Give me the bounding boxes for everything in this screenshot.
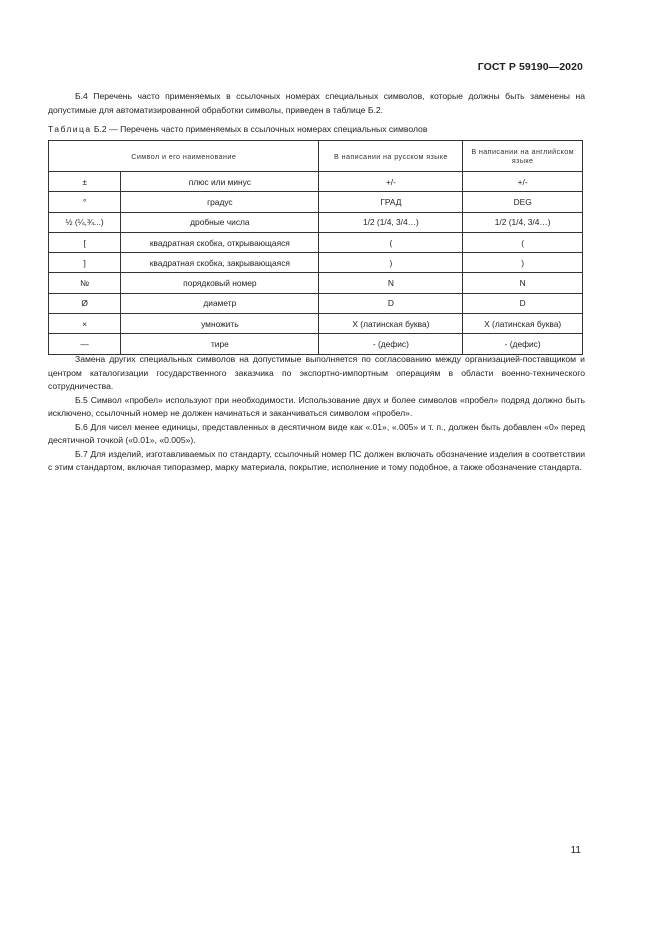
document-header: ГОСТ Р 59190—2020 xyxy=(477,61,583,73)
symbol-cell: × xyxy=(49,314,121,334)
symbol-cell: ½ (¼,¾...) xyxy=(49,212,121,232)
table-caption xyxy=(48,124,427,134)
table-row xyxy=(49,172,583,192)
russian-cell: +/- xyxy=(319,172,463,192)
table-row xyxy=(49,293,583,313)
name-cell: диаметр xyxy=(121,293,319,313)
header-english: В написании на английском языке xyxy=(463,141,583,172)
english-cell: N xyxy=(463,273,583,293)
russian-cell: - (дефис) xyxy=(319,334,463,354)
russian-cell: 1/2 (1/4, 3/4…) xyxy=(319,212,463,232)
symbol-cell: [ xyxy=(49,232,121,252)
header-symbol-and-name: Символ и его наименование xyxy=(49,141,319,172)
symbol-cell: Ø xyxy=(49,293,121,313)
table-caption-label: Таблица xyxy=(48,124,92,134)
table-row xyxy=(49,192,583,212)
english-cell: - (дефис) xyxy=(463,334,583,354)
header-russian: В написании на русском языке xyxy=(319,141,463,172)
intro-paragraph xyxy=(48,90,585,117)
english-cell: ) xyxy=(463,253,583,273)
symbol-cell: — xyxy=(49,334,121,354)
table-header-row xyxy=(49,141,583,172)
symbol-cell: ± xyxy=(49,172,121,192)
russian-cell: ( xyxy=(319,232,463,252)
name-cell: тире xyxy=(121,334,319,354)
body-text xyxy=(48,353,585,475)
english-cell: DEG xyxy=(463,192,583,212)
name-cell: порядковый номер xyxy=(121,273,319,293)
table-row xyxy=(49,273,583,293)
special-symbols-table xyxy=(48,140,583,355)
symbol-cell: № xyxy=(49,273,121,293)
name-cell: квадратная скобка, закрывающаяся xyxy=(121,253,319,273)
table-row xyxy=(49,232,583,252)
russian-cell: N xyxy=(319,273,463,293)
english-cell: +/- xyxy=(463,172,583,192)
english-cell: 1/2 (1/4, 3/4…) xyxy=(463,212,583,232)
name-cell: градус xyxy=(121,192,319,212)
paragraph-b7: Б.7 Для изделий, изготавливаемых по стандарту, ссылочный номер ПС должен включать обозначение изделия в соответствии с этим стандартом, включая типоразмер, марку материала, покрытие, исполнение и тому подобное, а также обозначение стандарта. xyxy=(48,448,585,472)
table-caption-text: Б.2 — Перечень часто применяемых в ссылочных номерах специальных символов xyxy=(91,124,428,134)
symbol-cell: ] xyxy=(49,253,121,273)
english-cell: ( xyxy=(463,232,583,252)
name-cell: плюс или минус xyxy=(121,172,319,192)
paragraph-b4: Б.4 Перечень часто применяемых в ссылочных номерах специальных символов, которые должны быть заменены на допустимые для автоматизированной обработки символы, приведен в таблице Б.2. xyxy=(48,91,585,115)
name-cell: квадратная скобка, открывающаяся xyxy=(121,232,319,252)
table-body xyxy=(49,172,583,355)
russian-cell: D xyxy=(319,293,463,313)
english-cell: D xyxy=(463,293,583,313)
russian-cell: X (латинская буква) xyxy=(319,314,463,334)
name-cell: умножить xyxy=(121,314,319,334)
russian-cell: ) xyxy=(319,253,463,273)
name-cell: дробные числа xyxy=(121,212,319,232)
table-row xyxy=(49,334,583,354)
table-row xyxy=(49,314,583,334)
paragraph-replacement: Замена других специальных символов на допустимые выполняется по согласованию между организацией-поставщиком и центром каталогизации государственного заказчика по экспортно-импортным операциям в области военно-технического сотрудничества. xyxy=(48,354,585,391)
page-number: 11 xyxy=(570,845,581,856)
paragraph-b5: Б.5 Символ «пробел» используют при необходимости. Использование двух и более символов «пробел» подряд должно быть исключено, ссылочный номер не должен начинаться и заканчиваться символом «пробел». xyxy=(48,394,585,418)
russian-cell: ГРАД xyxy=(319,192,463,212)
table-row xyxy=(49,253,583,273)
symbol-cell: ° xyxy=(49,192,121,212)
table-row xyxy=(49,212,583,232)
paragraph-b6: Б.6 Для чисел менее единицы, представленных в десятичном виде как «.01», «.005» и т. п., должен быть добавлен «0» перед десятичной точкой («0.01», «0.005»). xyxy=(48,421,585,445)
english-cell: X (латинская буква) xyxy=(463,314,583,334)
